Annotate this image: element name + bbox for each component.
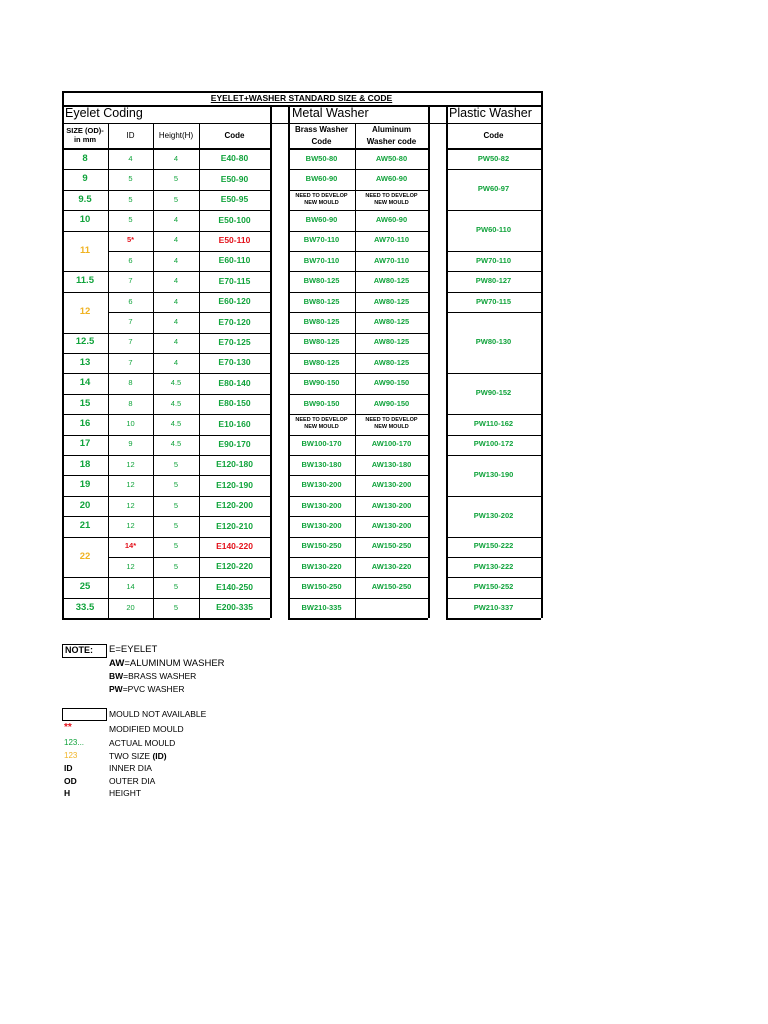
- grid-line: [108, 394, 270, 395]
- grid-line: [446, 373, 541, 374]
- grid-line: [446, 148, 541, 150]
- aluminum-washer-cell: AW90-150: [373, 398, 410, 408]
- grid-line: [288, 455, 428, 456]
- brass-washer-cell: BW130-180: [301, 459, 342, 469]
- plastic-washer-cell: PW70-115: [475, 296, 512, 306]
- grid-line: [108, 231, 270, 232]
- legend-mould-not-available: MOULD NOT AVAILABLE: [109, 709, 207, 719]
- grid-line: [62, 190, 108, 191]
- legend-height: HEIGHT: [109, 788, 142, 798]
- brass-washer-cell: BW150-250: [301, 582, 342, 592]
- height-cell: 5: [173, 521, 179, 531]
- legend-outer-dia: OUTER DIA: [109, 776, 156, 786]
- brass-washer-cell: BW70-110: [303, 235, 340, 245]
- grid-line: [62, 91, 64, 618]
- plastic-washer-cell: PW130-190: [473, 470, 514, 480]
- note-pvc: PW=PVC WASHER: [109, 684, 185, 694]
- brass-washer-cell: BW50-80: [305, 153, 338, 163]
- eyelet-code-cell: E70-115: [218, 275, 251, 286]
- eyelet-code-cell: E140-220: [216, 540, 253, 551]
- plastic-washer-cell: PW210-337: [473, 602, 514, 612]
- id-cell: 12: [126, 459, 135, 469]
- header-size-od: SIZE (OD)- in mm: [66, 126, 104, 144]
- section-eyelet-coding: Eyelet Coding: [65, 106, 143, 120]
- grid-line: [62, 292, 108, 293]
- grid-line: [288, 271, 428, 272]
- grid-line: [288, 251, 428, 252]
- grid-line: [108, 353, 270, 354]
- grid-line: [288, 435, 428, 436]
- brass-washer-cell: BW90-150: [303, 398, 340, 408]
- grid-line: [446, 618, 541, 620]
- grid-line: [108, 577, 270, 578]
- grid-line: [446, 455, 541, 456]
- legend-modified-mould: MODIFIED MOULD: [109, 724, 184, 734]
- eyelet-code-cell: E60-110: [218, 255, 251, 266]
- plastic-washer-cell: PW110-162: [473, 419, 514, 429]
- brass-washer-cell: BW80-125: [303, 317, 340, 327]
- grid-line: [446, 105, 448, 618]
- height-cell: 5: [173, 174, 179, 184]
- height-cell: 4: [173, 235, 179, 245]
- height-cell: 5: [173, 500, 179, 510]
- eyelet-code-cell: E80-150: [218, 398, 251, 409]
- plastic-washer-cell: PW100-172: [473, 439, 514, 449]
- height-cell: 4: [173, 276, 179, 286]
- grid-line: [288, 557, 428, 558]
- grid-line: [62, 435, 108, 436]
- size-od-cell: 25: [79, 581, 91, 593]
- grid-line: [62, 577, 108, 578]
- brass-washer-cell: BW210-335: [301, 602, 342, 612]
- header-code: Code: [224, 131, 245, 141]
- size-od-cell: 22: [79, 550, 91, 562]
- grid-line: [288, 333, 428, 334]
- size-od-cell: 21: [79, 519, 91, 531]
- grid-line: [153, 123, 154, 618]
- id-cell: 9: [128, 439, 133, 449]
- grid-line: [428, 105, 430, 618]
- brass-washer-cell: NEED TO DEVELOP NEW MOULD: [295, 192, 348, 206]
- height-cell: 4.5: [170, 398, 182, 408]
- grid-line: [62, 105, 541, 107]
- grid-line: [62, 414, 108, 415]
- legend-key-h: H: [64, 788, 71, 798]
- eyelet-code-cell: E120-180: [216, 459, 253, 470]
- brass-washer-cell: BW130-200: [301, 480, 342, 490]
- size-od-cell: 33.5: [75, 601, 95, 613]
- grid-line: [446, 557, 541, 558]
- id-cell: 12: [126, 561, 135, 571]
- grid-line: [62, 123, 541, 124]
- eyelet-code-cell: E40-80: [220, 153, 249, 164]
- size-od-cell: 12.5: [75, 336, 95, 348]
- height-cell: 4: [173, 357, 179, 367]
- note-aluminum: AW=ALUMINUM WASHER: [109, 658, 225, 669]
- grid-line: [108, 414, 270, 415]
- id-cell: 5*: [126, 235, 135, 245]
- grid-line: [270, 105, 272, 618]
- grid-line: [108, 251, 270, 252]
- eyelet-code-cell: E120-220: [216, 561, 253, 572]
- brass-washer-cell: BW150-250: [301, 541, 342, 551]
- plastic-washer-cell: PW90-152: [475, 388, 512, 398]
- grid-line: [446, 271, 541, 272]
- plastic-washer-cell: PW150-222: [473, 541, 514, 551]
- brass-washer-cell: BW60-90: [305, 215, 338, 225]
- height-cell: 4: [173, 296, 179, 306]
- aluminum-washer-cell: AW60-90: [375, 215, 408, 225]
- grid-line: [108, 312, 270, 313]
- aluminum-washer-cell: AW130-200: [371, 480, 412, 490]
- grid-line: [62, 475, 108, 476]
- aluminum-washer-cell: AW130-200: [371, 500, 412, 510]
- legend-key-actual: 123...: [64, 738, 85, 747]
- plastic-washer-cell: PW130-202: [473, 510, 514, 520]
- legend-empty-box: [62, 708, 107, 721]
- eyelet-code-cell: E90-170: [218, 438, 251, 449]
- size-od-cell: 15: [79, 397, 91, 409]
- size-od-cell: 9.5: [78, 193, 92, 205]
- grid-line: [355, 123, 356, 618]
- aluminum-washer-cell: AW70-110: [373, 235, 410, 245]
- height-cell: 4: [173, 317, 179, 327]
- grid-line: [62, 353, 108, 354]
- height-cell: 4.5: [170, 419, 182, 429]
- grid-line: [62, 537, 108, 538]
- eyelet-code-cell: E120-190: [216, 479, 253, 490]
- grid-line: [62, 169, 108, 170]
- grid-line: [288, 496, 428, 497]
- plastic-washer-cell: PW70-110: [475, 255, 512, 265]
- brass-washer-cell: BW100-170: [301, 439, 342, 449]
- grid-line: [288, 618, 428, 620]
- grid-line: [62, 618, 108, 620]
- height-cell: 4.5: [170, 439, 182, 449]
- aluminum-washer-cell: AW80-125: [373, 296, 410, 306]
- size-od-cell: 16: [79, 417, 91, 429]
- eyelet-code-cell: E80-140: [218, 377, 251, 388]
- size-od-cell: 20: [79, 499, 91, 511]
- id-cell: 8: [128, 378, 133, 388]
- aluminum-washer-cell: AW130-220: [371, 561, 412, 571]
- grid-line: [446, 435, 541, 436]
- eyelet-code-cell: E70-130: [218, 357, 251, 368]
- brass-washer-cell: NEED TO DEVELOP NEW MOULD: [295, 416, 348, 431]
- grid-line: [108, 123, 109, 618]
- grid-line: [62, 231, 108, 232]
- grid-line: [199, 123, 200, 618]
- eyelet-code-cell: E70-125: [218, 336, 251, 347]
- brass-washer-cell: BW80-125: [303, 276, 340, 286]
- grid-line: [288, 292, 428, 293]
- legend-actual-mould: ACTUAL MOULD: [109, 738, 176, 748]
- height-cell: 5: [173, 480, 179, 490]
- grid-line: [446, 210, 541, 211]
- aluminum-washer-cell: AW50-80: [375, 153, 408, 163]
- grid-line: [62, 516, 108, 517]
- height-cell: 4: [173, 337, 179, 347]
- height-cell: 5: [173, 459, 179, 469]
- size-od-cell: 17: [79, 438, 91, 450]
- aluminum-washer-cell: [355, 598, 428, 618]
- size-od-cell: 11.5: [76, 275, 94, 287]
- id-cell: 4: [128, 153, 133, 163]
- grid-line: [108, 210, 270, 211]
- header-id: ID: [126, 131, 135, 141]
- grid-line: [288, 394, 428, 395]
- grid-line: [62, 455, 108, 456]
- id-cell: 8: [128, 398, 133, 408]
- grid-line: [446, 598, 541, 599]
- eyelet-code-cell: E10-160: [218, 418, 251, 429]
- id-cell: 5: [128, 194, 133, 204]
- eyelet-code-cell: E120-210: [216, 520, 253, 531]
- table-title: EYELET+WASHER STANDARD SIZE & CODE: [210, 92, 393, 103]
- aluminum-washer-cell: AW130-180: [371, 459, 412, 469]
- grid-line: [288, 105, 290, 618]
- id-cell: 5: [128, 174, 133, 184]
- legend-key-od: OD: [64, 776, 77, 786]
- size-od-cell: 14: [79, 377, 91, 389]
- id-cell: 7: [128, 276, 133, 286]
- grid-line: [108, 435, 270, 436]
- size-od-cell: 10: [79, 213, 91, 225]
- plastic-washer-cell: PW80-127: [475, 276, 512, 286]
- plastic-washer-cell: PW60-97: [477, 184, 510, 194]
- plastic-washer-cell: PW60-110: [475, 225, 512, 235]
- id-cell: 6: [128, 296, 133, 306]
- grid-line: [108, 537, 270, 538]
- plastic-washer-cell: PW50-82: [477, 153, 510, 163]
- grid-line: [288, 373, 428, 374]
- grid-line: [108, 333, 270, 334]
- grid-line: [288, 353, 428, 354]
- id-cell: 12: [126, 500, 135, 510]
- grid-line: [288, 414, 428, 415]
- grid-line: [446, 414, 541, 415]
- height-cell: 4: [173, 255, 179, 265]
- eyelet-code-cell: E60-120: [218, 296, 251, 307]
- aluminum-washer-cell: AW80-125: [373, 317, 410, 327]
- plastic-washer-cell: PW80-130: [475, 337, 512, 347]
- grid-line: [62, 496, 108, 497]
- height-cell: 4: [173, 153, 179, 163]
- aluminum-washer-cell: NEED TO DEVELOP NEW MOULD: [365, 416, 418, 431]
- grid-line: [288, 210, 428, 211]
- grid-line: [108, 169, 270, 170]
- id-cell: 6: [128, 255, 133, 265]
- size-od-cell: 18: [79, 458, 91, 470]
- note-label: NOTE:: [65, 645, 93, 655]
- brass-washer-cell: BW130-220: [301, 561, 342, 571]
- grid-line: [108, 516, 270, 517]
- legend-key-modified: **: [64, 722, 72, 733]
- eyelet-code-cell: E140-250: [216, 581, 253, 592]
- height-cell: 5: [173, 194, 179, 204]
- id-cell: 10: [126, 419, 135, 429]
- grid-line: [108, 557, 270, 558]
- grid-line: [108, 292, 270, 293]
- brass-washer-cell: BW130-200: [301, 521, 342, 531]
- aluminum-washer-cell: AW80-125: [373, 337, 410, 347]
- id-cell: 7: [128, 337, 133, 347]
- grid-line: [62, 373, 108, 374]
- eyelet-code-cell: E50-100: [218, 214, 251, 225]
- grid-line: [446, 577, 541, 578]
- aluminum-washer-cell: NEED TO DEVELOP NEW MOULD: [365, 192, 418, 206]
- brass-washer-cell: BW80-125: [303, 296, 340, 306]
- grid-line: [288, 537, 428, 538]
- header-brass-washer: Brass Washer Code: [294, 125, 349, 146]
- id-cell: 12: [126, 480, 135, 490]
- eyelet-code-cell: E70-120: [218, 316, 251, 327]
- section-metal-washer: Metal Washer: [292, 106, 369, 120]
- legend-key-two-size: 123: [64, 751, 78, 760]
- grid-line: [62, 394, 108, 395]
- grid-line: [541, 91, 543, 618]
- id-cell: 14: [126, 582, 135, 592]
- grid-line: [288, 312, 428, 313]
- grid-line: [62, 91, 541, 93]
- brass-washer-cell: BW60-90: [305, 174, 338, 184]
- grid-line: [288, 598, 428, 599]
- plastic-washer-cell: PW150-252: [473, 582, 514, 592]
- eyelet-code-cell: E50-110: [218, 234, 251, 245]
- note-eyelet: E=EYELET: [109, 644, 158, 655]
- id-cell: 12: [126, 521, 135, 531]
- grid-line: [446, 496, 541, 497]
- size-od-cell: 13: [79, 356, 91, 368]
- grid-line: [62, 598, 108, 599]
- grid-line: [288, 231, 428, 232]
- grid-line: [108, 618, 270, 620]
- grid-line: [108, 496, 270, 497]
- grid-line: [108, 190, 270, 191]
- aluminum-washer-cell: AW60-90: [375, 174, 408, 184]
- header-aluminum-washer: Aluminum Washer code: [366, 125, 417, 146]
- brass-washer-cell: BW130-200: [301, 500, 342, 510]
- legend-key-id: ID: [64, 763, 73, 773]
- brass-washer-cell: BW90-150: [303, 378, 340, 388]
- aluminum-washer-cell: AW150-250: [371, 541, 412, 551]
- size-od-cell: 19: [79, 479, 91, 491]
- note-brass: BW=BRASS WASHER: [109, 671, 197, 681]
- aluminum-washer-cell: AW70-110: [373, 255, 410, 265]
- grid-line: [288, 148, 428, 150]
- plastic-washer-cell: PW130-222: [473, 561, 514, 571]
- grid-line: [108, 373, 270, 374]
- grid-line: [446, 537, 541, 538]
- grid-line: [288, 475, 428, 476]
- aluminum-washer-cell: AW80-125: [373, 276, 410, 286]
- aluminum-washer-cell: AW100-170: [371, 439, 412, 449]
- id-cell: 20: [126, 602, 135, 612]
- eyelet-code-cell: E50-95: [220, 194, 249, 205]
- eyelet-code-cell: E50-90: [220, 173, 249, 184]
- legend-two-size: TWO SIZE (ID): [109, 751, 167, 761]
- brass-washer-cell: BW70-110: [303, 255, 340, 265]
- header-height: Height(H): [158, 131, 194, 141]
- size-od-cell: 9: [82, 173, 88, 185]
- grid-line: [446, 251, 541, 252]
- height-cell: 5: [173, 602, 179, 612]
- eyelet-code-cell: E200-335: [216, 602, 253, 613]
- aluminum-washer-cell: AW80-125: [373, 357, 410, 367]
- id-cell: 5: [128, 215, 133, 225]
- aluminum-washer-cell: AW90-150: [373, 378, 410, 388]
- height-cell: 5: [173, 582, 179, 592]
- height-cell: 5: [173, 561, 179, 571]
- size-od-cell: 12: [79, 305, 91, 317]
- section-plastic-washer: Plastic Washer: [449, 106, 532, 120]
- grid-line: [108, 598, 270, 599]
- height-cell: 4: [173, 215, 179, 225]
- id-cell: 7: [128, 357, 133, 367]
- brass-washer-cell: BW80-125: [303, 357, 340, 367]
- height-cell: 4.5: [170, 378, 182, 388]
- grid-line: [288, 516, 428, 517]
- grid-line: [446, 312, 541, 313]
- grid-line: [108, 455, 270, 456]
- height-cell: 5: [173, 541, 179, 551]
- grid-line: [288, 577, 428, 578]
- grid-line: [62, 210, 108, 211]
- aluminum-washer-cell: AW150-250: [371, 582, 412, 592]
- grid-line: [288, 169, 428, 170]
- eyelet-code-cell: E120-200: [216, 500, 253, 511]
- id-cell: 14*: [124, 541, 137, 551]
- grid-line: [108, 271, 270, 272]
- aluminum-washer-cell: AW130-200: [371, 521, 412, 531]
- size-od-cell: 8: [82, 152, 88, 164]
- grid-line: [446, 169, 541, 170]
- grid-line: [288, 190, 428, 191]
- header-plastic-code: Code: [483, 131, 504, 141]
- size-od-cell: 11: [79, 244, 91, 256]
- grid-line: [62, 333, 108, 334]
- grid-line: [62, 271, 108, 272]
- brass-washer-cell: BW80-125: [303, 337, 340, 347]
- legend-inner-dia: INNER DIA: [109, 763, 152, 773]
- id-cell: 7: [128, 317, 133, 327]
- grid-line: [108, 475, 270, 476]
- grid-line: [446, 292, 541, 293]
- grid-line: [62, 148, 270, 150]
